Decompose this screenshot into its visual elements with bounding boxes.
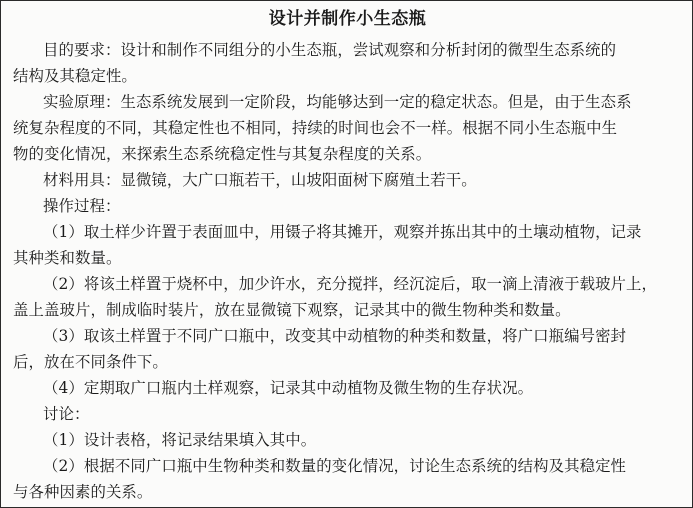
step3-line-2: 后，放在不同条件下。: [13, 353, 168, 371]
goal-line-1: 目的要求：设计和制作不同组分的小生态瓶，尝试观察和分析封闭的微型生态系统的: [43, 41, 617, 59]
materials-line-1: 材料用具：显微镜，大广口瓶若干，山坡阳面树下腐殖土若干。: [43, 171, 477, 189]
document-title: 设计并制作小生态瓶: [268, 9, 427, 29]
step2-line-1: （2）将该土样置于烧杯中，加少许水，充分搅拌，经沉淀后，取一滴上清液于载玻片上，: [43, 275, 658, 293]
step3-line-1: （3）取该土样置于不同广口瓶中，改变其中动植物的种类和数量，将广口瓶编号密封: [43, 327, 627, 345]
step4-line-1: （4）定期取广口瓶内土样观察，记录其中动植物及微生物的生存状况。: [43, 379, 534, 397]
procedure-heading: 操作过程：: [43, 197, 121, 215]
discussion1-line-1: （1）设计表格，将记录结果填入其中。: [43, 431, 317, 449]
principle-line-2: 统复杂程度的不同，其稳定性也不相同，持续的时间也会不一样。根据不同小生态瓶中生: [13, 119, 618, 137]
step1-line-1: （1）取土样少许置于表面皿中，用镊子将其摊开，观察并拣出其中的土壤动植物，记录: [43, 223, 642, 241]
goal-line-2: 结构及其稳定性。: [13, 67, 137, 85]
principle-line-3: 物的变化情况，来探索生态系统稳定性与其复杂程度的关系。: [13, 145, 432, 163]
discussion2-line-2: 与各种因素的关系。: [13, 483, 153, 501]
step2-line-2: 盖上盖玻片，制成临时装片，放在显微镜下观察，记录其中的微生物种类和数量。: [13, 301, 571, 319]
discussion-heading: 讨论：: [43, 405, 90, 423]
step1-line-2: 其种类和数量。: [13, 249, 122, 267]
discussion2-line-1: （2）根据不同广口瓶中生物种类和数量的变化情况，讨论生态系统的结构及其稳定性: [43, 457, 627, 475]
principle-line-1: 实验原理：生态系统发展到一定阶段，均能够达到一定的稳定状态。但是，由于生态系: [43, 93, 632, 111]
